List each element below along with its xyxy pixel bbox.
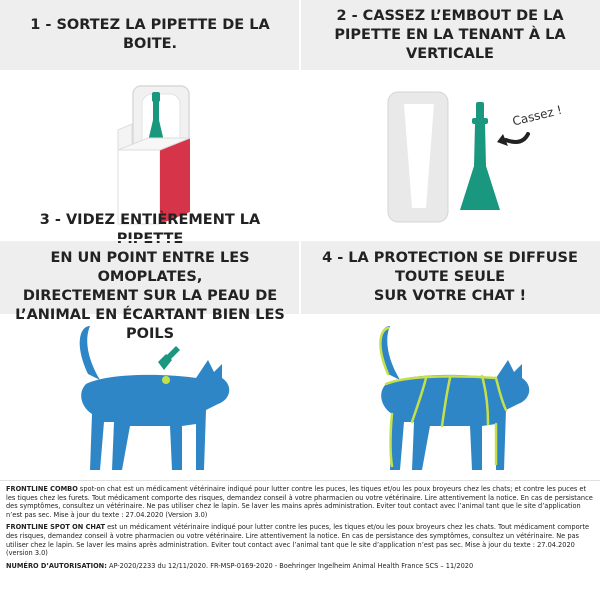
- horizontal-divider: [0, 239, 600, 241]
- step-1-title: [0, 0, 300, 70]
- step-3-line-3: DIRECTEMENT SUR LA PEAU DE: [22, 287, 278, 304]
- step-2-title: [300, 0, 600, 70]
- step-2-line-1: 2 - CASSEZ L’EMBOUT DE LA: [336, 7, 564, 24]
- step-1-panel: [0, 0, 300, 240]
- step-3-panel: [0, 211, 300, 480]
- step-3-title: [0, 211, 300, 342]
- auth-label: NUMÉRO D’AUTORISATION:: [6, 561, 107, 570]
- legal-spot-paragraph: [6, 523, 594, 557]
- step-4-line-2: TOUTE SEULE: [394, 268, 506, 285]
- step-4-line-1: 4 - LA PROTECTION SE DIFFUSE: [322, 249, 578, 266]
- step-4-line-3: SUR VOTRE CHAT !: [373, 287, 527, 304]
- cassez-label: Cassez !: [511, 102, 564, 129]
- legal-notice: [0, 480, 600, 600]
- legal-auth-paragraph: [6, 562, 594, 571]
- step-2-line-3: VERTICALE: [406, 45, 494, 62]
- spot-product-name: FRONTLINE SPOT ON CHAT: [6, 523, 106, 532]
- step-2-panel: [300, 0, 600, 240]
- step-3-line-2: EN UN POINT ENTRE LES OMOPLATES,: [50, 249, 250, 285]
- step-1-line-1: 1 - SORTEZ LA PIPETTE DE LA: [30, 17, 270, 33]
- cat-protection-illustration: [300, 314, 600, 480]
- step-4-title: [300, 240, 600, 314]
- step-3-line-4: L’ANIMAL EN ÉCARTANT BIEN LES POILS: [15, 306, 285, 342]
- combo-legal-text: spot-on chat est un médicament vétérinaire indiqué pour lutter contre les puces, les tiques et/ou les poux broyeurs chez les chats; et contre les puces et les tiques chez les furets. Tout médicament comporte des risques, demandez conseil à votre pharmacien ou votre vétérinaire. Lire attentivement la notice. En cas de persistance des symptômes, consultez un vétérinaire. Ne pas utiliser chez le lapin. Se laver les mains après administration. Eviter tout contact avec l’animal tant que le site d’application n’est pas sec. Mise à jour du texte : 27.04.2020 (Version 3.0): [6, 485, 593, 519]
- step-2-line-2: PIPETTE EN LA TENANT À LA: [334, 26, 566, 43]
- break-pipette-illustration: [300, 70, 600, 240]
- step-1-line-2: BOITE.: [122, 36, 178, 52]
- spot-legal-text: est un médicament vétérinaire indiqué pour lutter contre les puces, les tiques et/ou les poux broyeurs chez les chats. Tout médicament comporte des risques, demandez conseil à votre pharmacien ou votre vétérinaire. Lire attentivement la notice. En cas de persistance des symptômes, consultez un vétérinaire. Ne pas utiliser chez le lapin. Se laver les mains après administration. Eviter tout contact avec l’animal tant que le site d’application n’est pas sec. Mise à jour du texte : 27.04.2020 (version 3.0): [6, 523, 590, 558]
- step-3-line-1: 3 - VIDEZ ENTIÈREMENT LA: [39, 211, 261, 228]
- cat-application-illustration: [0, 314, 300, 480]
- combo-product-name: FRONTLINE COMBO: [6, 485, 78, 493]
- legal-combo-paragraph: [6, 485, 594, 519]
- step-4-panel: [300, 240, 600, 480]
- auth-text: AP-2020/2233 du 12/11/2020. FR-MSP-0169-2020 - Boehringer Ingelheim Animal Health France SCS – 11/2020: [106, 561, 474, 570]
